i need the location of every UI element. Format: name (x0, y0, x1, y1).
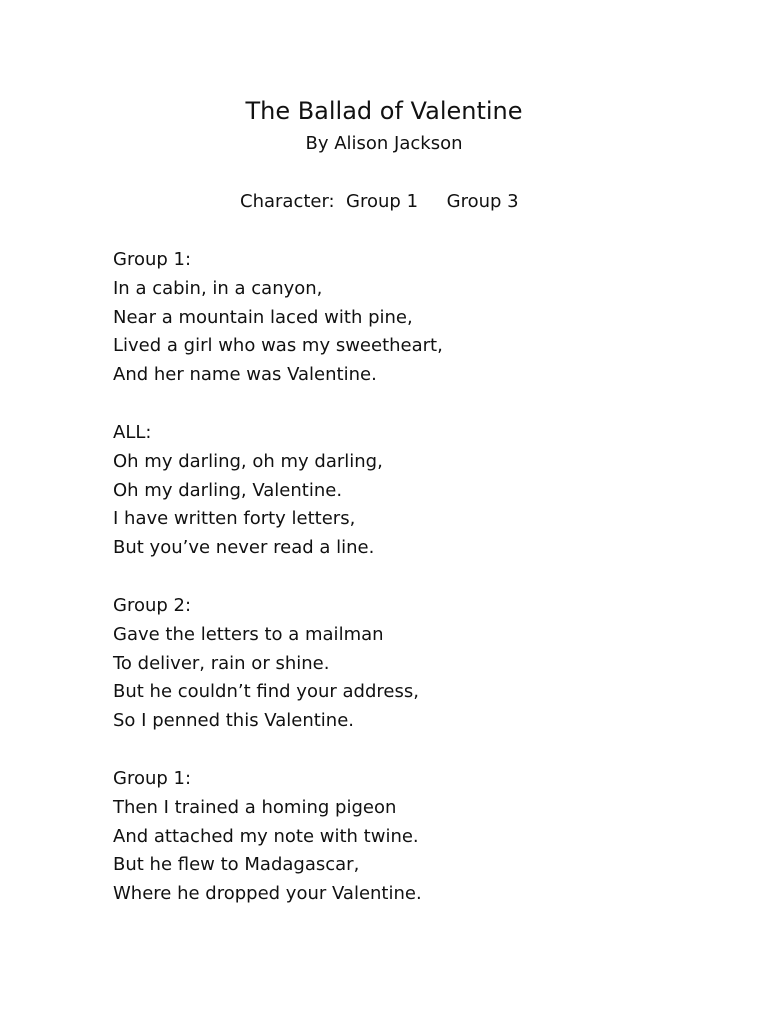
poem-line: And attached my note with twine. (113, 825, 419, 847)
stanza (113, 246, 713, 390)
stanza (113, 765, 713, 909)
poem-line: Where he dropped your Valentine. (113, 883, 422, 905)
poem-line: But you’ve never read a line. (113, 537, 375, 559)
poem-line: Gave the letters to a mailman (113, 623, 384, 645)
poem-line: So I penned this Valentine. (113, 710, 354, 732)
stanza-speaker: Group 1: (113, 249, 192, 270)
poem-line: Oh my darling, oh my darling, (113, 450, 383, 472)
character-list: Character: Group 1 Group 3 (240, 191, 519, 212)
stanza (113, 419, 713, 563)
stanza-speaker: Group 2: (113, 594, 192, 616)
poem-line: But he flew to Madagascar, (113, 854, 360, 876)
poem-body (113, 246, 713, 938)
poem-line: In a cabin, in a canyon, (113, 277, 323, 299)
poem-line: Lived a girl who was my sweetheart, (113, 335, 443, 357)
poem-line: And her name was Valentine. (113, 364, 377, 386)
document-title: The Ballad of Valentine (245, 97, 523, 125)
poem-line: To deliver, rain or shine. (113, 652, 330, 674)
author-byline: By Alison Jackson (305, 133, 463, 154)
stanza (113, 592, 713, 736)
poem-line: But he couldn’t find your address, (113, 681, 419, 703)
poem-line: Near a mountain laced with pine, (113, 306, 413, 328)
stanza-speaker: Group 1: (113, 767, 192, 789)
poem-line: Oh my darling, Valentine. (113, 479, 343, 501)
stanza-speaker: ALL: (113, 421, 152, 443)
poem-line: Then I trained a homing pigeon (113, 796, 397, 818)
poem-line: I have written forty letters, (113, 508, 356, 530)
